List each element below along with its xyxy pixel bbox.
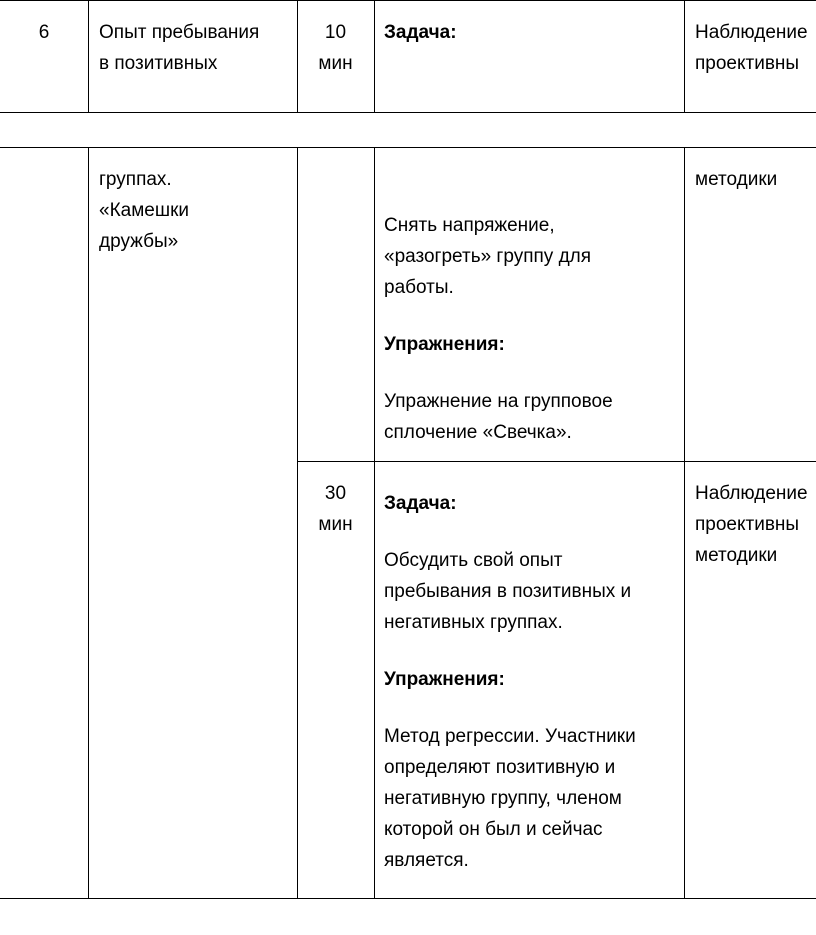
task-heading: Задача:: [384, 493, 457, 514]
method-line: Наблюдение: [695, 483, 808, 504]
col-divider-4-top: [684, 0, 685, 113]
paragraph-gap: [384, 519, 636, 545]
exercises-heading: Упражнения:: [384, 669, 505, 690]
task-heading: Задача:: [384, 22, 457, 43]
col-divider-1-top: [88, 0, 89, 113]
task-line: пребывания в позитивных и: [384, 581, 632, 602]
method-cell-second-block: [695, 478, 808, 571]
table-top-border-bottom-fragment: [0, 147, 816, 148]
method-line: проективны: [695, 53, 800, 74]
paragraph-gap: [384, 360, 613, 386]
col-divider-3-bottom: [374, 147, 375, 899]
time-unit: мин: [318, 53, 353, 74]
task-line: Обсудить свой опыт: [384, 550, 563, 571]
exercise-line: сплочение «Свечка».: [384, 422, 572, 443]
topic-line: «Камешки: [99, 200, 189, 221]
paragraph-gap: [384, 303, 613, 329]
time-cell-second-block: [297, 478, 374, 540]
exercise-line: которой он был и сейчас: [384, 819, 603, 840]
exercise-line: Метод регрессии. Участники: [384, 726, 636, 747]
col-divider-1-bottom: [88, 147, 89, 899]
time-value: 30: [324, 483, 347, 504]
topic-line: группах.: [99, 169, 172, 190]
exercise-line: определяют позитивную и: [384, 757, 616, 778]
time-value: 10: [324, 22, 347, 43]
table-top-border: [0, 0, 816, 1]
task-line: негативных группах.: [384, 612, 563, 633]
task-line: Снять напряжение,: [384, 215, 555, 236]
method-cell-first-block: [695, 164, 777, 195]
exercises-heading: Упражнения:: [384, 334, 505, 355]
topic-line: дружбы»: [99, 231, 179, 252]
col-divider-4-bottom: [684, 147, 685, 899]
task-cell-top: [384, 17, 457, 48]
task-line: работы.: [384, 277, 454, 298]
task-cell-second-block: [384, 488, 636, 876]
paragraph-gap: [384, 638, 636, 664]
topic-cell-top: [99, 17, 259, 79]
row-number: 6: [38, 22, 50, 43]
row-number-cell: [0, 17, 88, 48]
topic-line: в позитивных: [99, 53, 218, 74]
table-bottom-border: [0, 898, 816, 899]
task-cell-first-block: [384, 210, 613, 448]
method-line: методики: [695, 545, 778, 566]
task-line: «разогреть» группу для: [384, 246, 592, 267]
exercise-line: является.: [384, 850, 469, 871]
exercise-line: негативную группу, членом: [384, 788, 622, 809]
method-line: проективны: [695, 514, 800, 535]
exercise-line: Упражнение на групповое: [384, 391, 613, 412]
topic-line: Опыт пребывания: [99, 22, 260, 43]
topic-cell-bottom: [99, 164, 189, 257]
time-cell-top: [297, 17, 374, 79]
method-cell-top: [695, 17, 808, 79]
method-line: Наблюдение: [695, 22, 808, 43]
time-unit: мин: [318, 514, 353, 535]
table-bottom-border-top-fragment: [0, 112, 816, 113]
method-line: методики: [695, 169, 778, 190]
col-divider-3-top: [374, 0, 375, 113]
paragraph-gap: [384, 695, 636, 721]
